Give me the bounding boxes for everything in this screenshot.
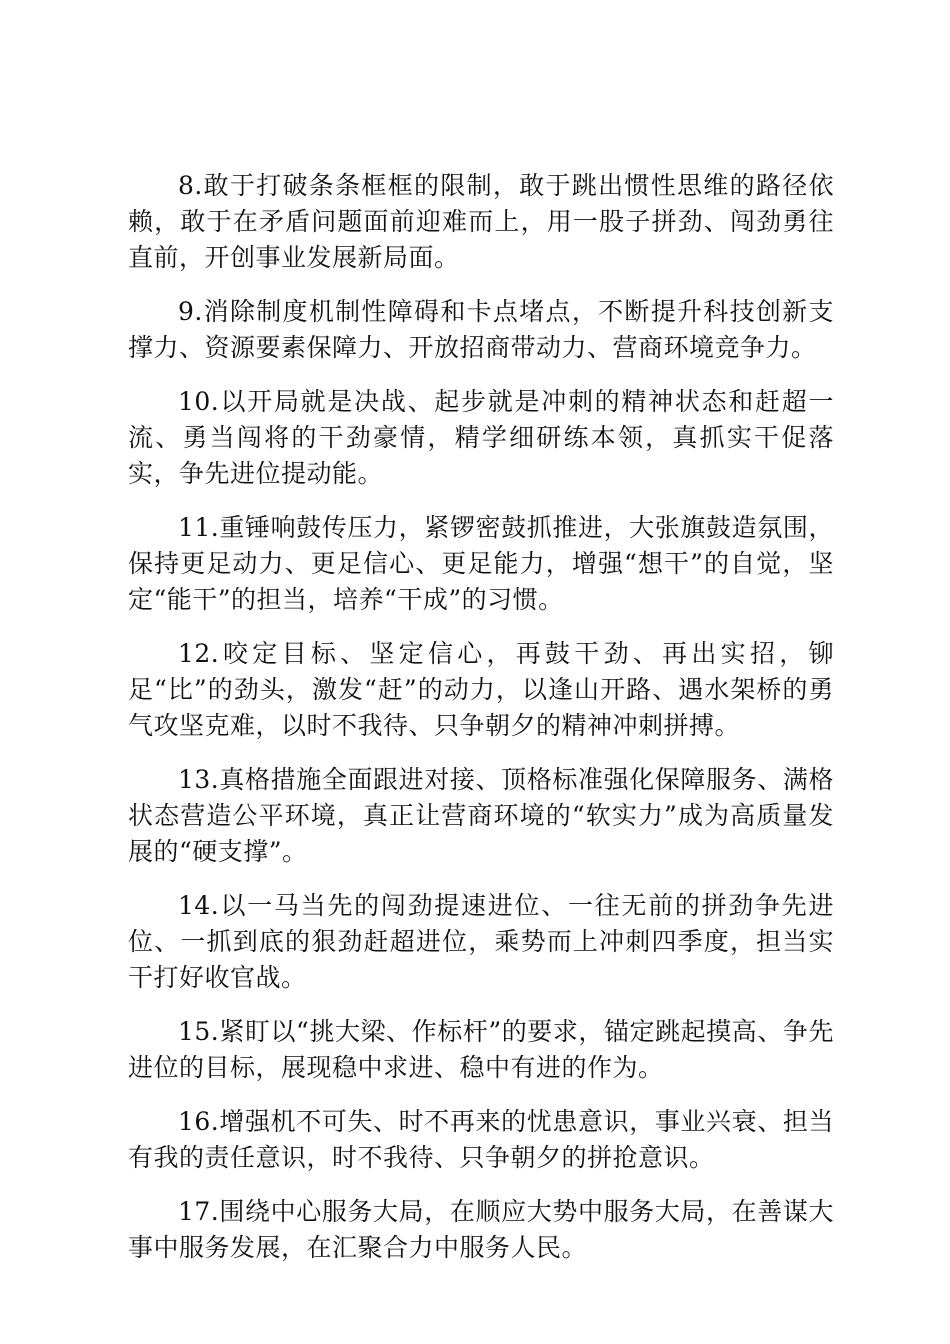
paragraph-14: 14.以一马当先的闯劲提速进位、一往无前的拼劲争先进位、一抓到底的狠劲赶超进位，乘势而上冲刺四季度，担当实干打好收官战。 — [128, 891, 834, 992]
paragraph-10: 10.以开局就是决战、起步就是冲刺的精神状态和赶超一流、勇当闯将的干劲豪情，精学细研练本领，真抓实干促落实，争先进位提动能。 — [128, 387, 834, 488]
paragraph-12: 12.咬定目标、坚定信心，再鼓干劲、再出实招，铆足“比”的劲头，激发“赶”的动力，以逢山开路、遇水架桥的勇气攻坚克难，以时不我待、只争朝夕的精神冲刺拼搏。 — [128, 639, 834, 740]
paragraph-8: 8.敢于打破条条框框的限制，敢于跳出惯性思维的路径依赖，敢于在矛盾问题面前迎难而上，用一股子拼劲、闯劲勇往直前，开创事业发展新局面。 — [128, 171, 834, 272]
paragraph-9: 9.消除制度机制性障碍和卡点堵点，不断提升科技创新支撑力、资源要素保障力、开放招商带动力、营商环境竞争力。 — [128, 297, 834, 362]
paragraph-11: 11.重锤响鼓传压力，紧锣密鼓抓推进，大张旗鼓造氛围，保持更足动力、更足信心、更足能力，增强“想干”的自觉，坚定“能干”的担当，培养“干成”的习惯。 — [128, 513, 834, 614]
paragraph-17: 17.围绕中心服务大局，在顺应大势中服务大局，在善谋大事中服务发展，在汇聚合力中服务人民。 — [128, 1197, 834, 1262]
paragraph-16: 16.增强机不可失、时不再来的忧患意识，事业兴衰、担当有我的责任意识，时不我待、只争朝夕的拼抢意识。 — [128, 1107, 834, 1172]
paragraph-13: 13.真格措施全面跟进对接、顶格标准强化保障服务、满格状态营造公平环境，真正让营商环境的“软实力”成为高质量发展的“硬支撑”。 — [128, 765, 834, 866]
paragraph-15: 15.紧盯以“挑大梁、作标杆”的要求，锚定跳起摸高、争先进位的目标，展现稳中求进、稳中有进的作为。 — [128, 1017, 834, 1082]
document-body — [128, 168, 834, 1284]
